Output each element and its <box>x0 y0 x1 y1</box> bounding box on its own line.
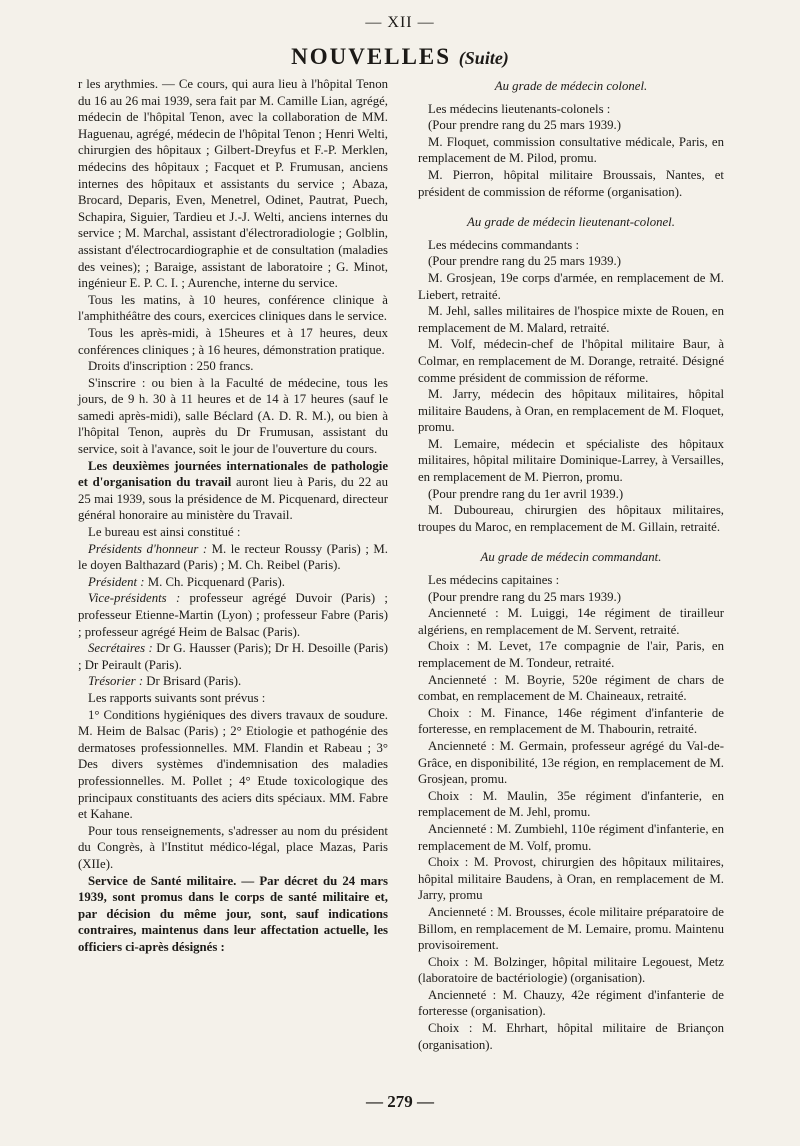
paragraph: Pour tous renseignements, s'adresser au nom du président du Congrès, à l'Institut médico-légal, place Mazas, Paris (XIIe). <box>78 823 388 871</box>
paragraph: (Pour prendre rang du 25 mars 1939.) <box>428 118 621 133</box>
paragraph-text: auront lieu à Paris, du 22 au 25 mai 1939, sous la présidence de M. Picquenard, directeur général honoraire au ministère du Travail. <box>78 475 389 523</box>
paragraph: M. Pierron, hôpital militaire Broussais, Nantes, et président de commission de réforme (organisation). <box>418 167 724 199</box>
paragraph: Choix : M. Ehrhart, hôpital militaire de Briançon (organisation). <box>418 1021 724 1052</box>
paragraph: Les médecins commandants : <box>428 237 580 252</box>
section-title-text: NOUVELLES <box>291 44 452 69</box>
paragraph: M. Jarry, médecin des hôpitaux militaires, hôpital militaire Baudens, à Oran, en remplacement de M. Floquet, promu. <box>418 387 724 435</box>
paragraph-text: — Par décret du 24 mars 1939, sont promus dans le corps de santé militaire et, par décision du même jour, sont, sauf indications contraires, maintenus dans leur affectation actuelle, les officiers ci-après désignés : <box>78 873 388 954</box>
paragraph: Choix : M. Finance, 146e régiment d'infanterie de forteresse, en remplacement de M. Thabourin, retraité. <box>418 705 724 737</box>
grade-heading: Au grade de médecin commandant. <box>480 550 662 565</box>
paragraph: r les arythmies. — Ce cours, qui aura lieu à l'hôpital Tenon du 16 au 26 mai 1939, sera fait par M. Camille Lian, agrégé, médecin de l'hôpital Tenon, avec la collaboration de MM. Haguenau, agrégé, médecin de l'hôpital Tenon ; Henri Welti, chirurgien des hôpitaux ; Gilbert-Dreyfus et F.-P. Merklen, médecins des hôpitaux ; Facquet et P. Frumusan, anciens internes des hôpitaux et assistants du service ; Abaza, Brocard, Deparis, Even, Menetrel, Odinet, Pautrat, Puech, Schapira, Siguier, Tardieu et J.-J. Welti, anciens internes du service ; M. Marchal, assistant d'électroradiologie ; Golblin, assistant d'électrocardiographie et de consultation (maladies des veines); ; Baraige, assistant de laboratoire ; G. Minot, ingénieur E. P. C. I. ; Aurenche, interne du service. <box>78 77 388 291</box>
paragraph <box>78 590 388 640</box>
paragraph: M. Lemaire, médecin et spécialiste des hôpitaux militaires, hôpital militaire Dominique-Larrey, à Versailles, en remplacement de M. Pierron, promu. <box>418 436 724 485</box>
paragraph-text: M. le recteur Roussy (Paris) ; M. le doyen Balthazard (Paris) ; M. Ch. Reibel (Paris). <box>78 541 388 573</box>
paragraph: M. Volf, médecin-chef de l'hôpital militaire Baur, à Colmar, en remplacement de M. Dorange, retraité. Désigné comme président de commission de réforme. <box>418 337 724 385</box>
paragraph: Ancienneté : M. Zumbiehl, 110e régiment d'infanterie, en remplacement de M. Volf, promu. <box>418 821 724 853</box>
paragraph: Tous les après-midi, à 15heures et à 17 heures, deux conférences cliniques ; à 16 heures, démonstration pratique. <box>78 325 388 357</box>
paragraph: Les médecins capitaines : <box>428 573 560 588</box>
paragraph-text: Dr G. Hausser (Paris); Dr H. Desoille (Paris) ; Dr Peirault (Paris). <box>78 641 388 672</box>
paragraph <box>78 541 388 574</box>
page-roman-numeral: — XII — <box>365 14 435 31</box>
paragraph: Choix : M. Bolzinger, hôpital militaire Legouest, Metz (laboratoire de bactériologie) (organisation). <box>418 954 724 986</box>
role-label: Vice-présidents : <box>88 591 181 606</box>
paragraph: Le bureau est ainsi constitué : <box>88 525 241 540</box>
right-column <box>418 76 724 1053</box>
paragraph: M. Jehl, salles militaires de l'hospice mixte de Rouen, en remplacement de M. Malard, retraité. <box>418 304 724 335</box>
paragraph <box>78 574 388 591</box>
paragraph <box>78 873 388 956</box>
paragraph <box>78 673 388 690</box>
role-label: Président : <box>88 574 145 589</box>
paragraph: M. Floquet, commission consultative médicale, Paris, en remplacement de M. Pilod, promu. <box>418 134 724 166</box>
paragraph: Les rapports suivants sont prévus : <box>88 690 266 705</box>
page-number: — 279 — <box>366 1092 434 1111</box>
paragraph: (Pour prendre rang du 1er avril 1939.) <box>428 486 624 501</box>
bold-lead: Service de Santé militaire. <box>88 873 237 888</box>
paragraph-text: Dr Brisard (Paris). <box>143 674 242 689</box>
section-subtitle: (Suite) <box>458 48 509 68</box>
paragraph: Ancienneté : M. Brousses, école militaire préparatoire de Billom, en remplacement de M. Lemaire, promu. Maintenu provisoirement. <box>418 904 724 953</box>
paragraph: 1° Conditions hygiéniques des divers travaux de soudure. M. Heim de Balsac (Paris) ; 2° Etiologie et pathogénie des dermatoses professionnelles. MM. Flandin et Rabeau ; 3° Des divers systèmes d'indemnisation des maladies professionnelles. M. Pollet ; 4° Etude toxicologique des principaux constituants des aciers dits spéciaux. MM. Fabre et Kahane. <box>78 707 388 822</box>
role-label: Secrétaires : <box>88 641 153 656</box>
paragraph: Choix : M. Maulin, 35e régiment d'infanterie, en remplacement de M. Jehl, promu. <box>418 788 724 820</box>
paragraph-text: M. Ch. Picquenard (Paris). <box>144 574 285 589</box>
paragraph: S'inscrire : ou bien à la Faculté de médecine, tous les jours, de 9 h. 30 à 11 heures et de 14 à 17 heures (sauf le samedi après-midi), salle Béclard (A. D. R. M.), ou bien à l'hôpital Tenon, auprès du Dr Frumusan, assistant du service, soit à l'avance, soit le jour de l'ouverture du cours. <box>78 375 388 457</box>
paragraph <box>78 640 388 673</box>
paragraph: Ancienneté : M. Chauzy, 42e régiment d'infanterie de forteresse (organisation). <box>418 987 724 1019</box>
role-label: Présidents d'honneur : <box>88 541 208 556</box>
paragraph: Choix : M. Levet, 17e compagnie de l'air, Paris, en remplacement de M. Tondeur, retraité. <box>418 639 724 670</box>
grade-heading: Au grade de médecin colonel. <box>494 79 648 93</box>
paragraph: Ancienneté : M. Germain, professeur agrégé du Val-de-Grâce, en disponibilité, 13e région, en remplacement de M. Grosjean, promu. <box>418 738 724 787</box>
section-title <box>0 44 800 70</box>
paragraph: (Pour prendre rang du 25 mars 1939.) <box>428 254 621 269</box>
bold-lead: Les deuxièmes journées internationales de pathologie et d'organisation du travail <box>78 458 388 490</box>
paragraph <box>78 458 388 524</box>
paragraph: M. Duboureau, chirurgien des hôpitaux militaires, troupes du Maroc, en remplacement de M. Gillain, retraité. <box>418 503 724 534</box>
paragraph: M. Grosjean, 19e corps d'armée, en remplacement de M. Liebert, retraité. <box>418 270 724 302</box>
paragraph: (Pour prendre rang du 25 mars 1939.) <box>428 589 621 604</box>
paragraph: Les médecins lieutenants-colonels : <box>428 101 611 116</box>
role-label: Trésorier : <box>88 674 144 689</box>
paragraph: Tous les matins, à 10 heures, conférence clinique à l'amphithéâtre des cours, exercices cliniques dans le service. <box>78 292 388 324</box>
paragraph: Droits d'inscription : 250 francs. <box>88 359 254 374</box>
paragraph: Ancienneté : M. Luiggi, 14e régiment de tirailleur algériens, en remplacement de M. Servent, retraité. <box>418 606 724 637</box>
grade-heading: Au grade de médecin lieutenant-colonel. <box>467 215 675 230</box>
paragraph-text: professeur agrégé Duvoir (Paris) ; professeur Etienne-Martin (Lyon) ; professeur Fabre (Paris) ; professeur agrégé Heim de Balsac (Paris). <box>78 591 388 639</box>
left-column <box>78 76 388 955</box>
paragraph: Ancienneté : M. Boyrie, 520e régiment de chars de combat, en remplacement de M. Chaineaux, retraité. <box>418 672 724 704</box>
paragraph: Choix : M. Provost, chirurgien des hôpitaux militaires, hôpital militaire Baudens, à Oran, en remplacement de M. Jarry, promu <box>418 855 724 903</box>
